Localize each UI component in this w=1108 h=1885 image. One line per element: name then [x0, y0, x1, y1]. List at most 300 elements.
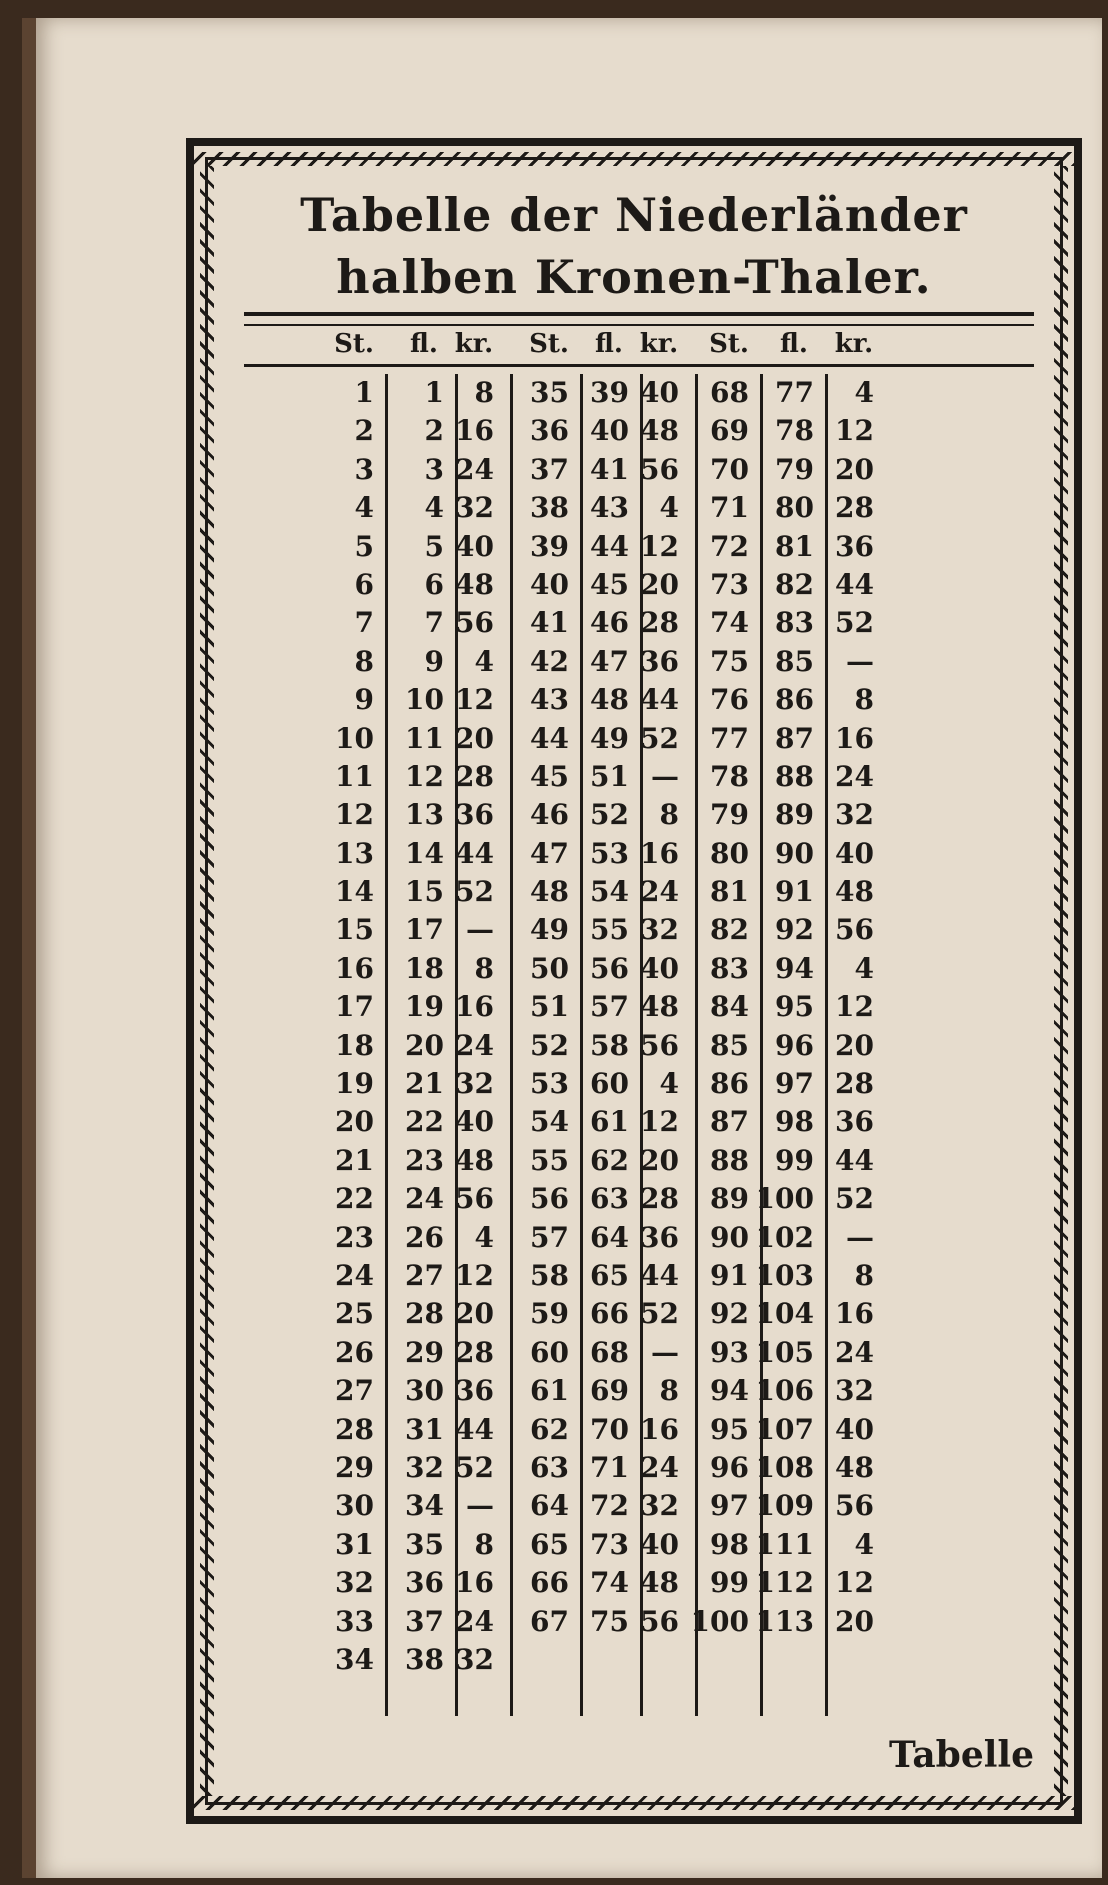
table-row	[334, 1180, 1034, 1218]
column-header: fl.	[410, 329, 438, 359]
table-cell: 54	[530, 1105, 569, 1139]
table-cell: 1	[424, 376, 444, 409]
table-row	[334, 566, 1034, 604]
table-row	[334, 758, 1034, 796]
table-cell: 30	[405, 1374, 444, 1408]
table-cell: 81	[710, 875, 749, 909]
table-cell: 64	[530, 1489, 569, 1523]
table-cell: 52	[640, 721, 679, 755]
table-cell: 43	[530, 683, 569, 717]
table-cell: 72	[710, 529, 749, 563]
table-cell: 19	[335, 1067, 374, 1101]
table-cell: 90	[710, 1220, 749, 1254]
table-cell: 5	[424, 529, 444, 563]
table-row	[334, 1411, 1034, 1449]
table-cell: 23	[335, 1220, 374, 1254]
table-cell: 85	[710, 1028, 749, 1062]
table-cell: 64	[590, 1220, 629, 1254]
catchword: Tabelle	[888, 1734, 1034, 1776]
table-cell: 36	[405, 1566, 444, 1600]
table-cell: 4	[354, 491, 374, 525]
table-cell: 56	[590, 951, 629, 985]
table-row	[334, 1103, 1034, 1141]
table-cell: 61	[530, 1374, 569, 1408]
table-cell: 16	[640, 836, 679, 870]
table-cell: 52	[835, 1182, 874, 1216]
table-cell: 86	[775, 683, 814, 717]
ornamental-frame	[186, 138, 1082, 1824]
table-cell: 113	[755, 1604, 814, 1638]
table-cell: 26	[335, 1335, 374, 1369]
table-cell: 98	[775, 1105, 814, 1139]
table-cell: 23	[405, 1143, 444, 1177]
table-cell: 44	[455, 1412, 494, 1446]
table-cell: 4	[474, 1220, 494, 1254]
column-header: kr.	[834, 329, 874, 359]
table-cell: 55	[530, 1143, 569, 1177]
table-cell: 66	[590, 1297, 629, 1331]
table-cell: 15	[335, 913, 374, 947]
table-cell: 16	[455, 414, 494, 448]
table-cell: 4	[659, 491, 679, 525]
table-cell: 94	[710, 1374, 749, 1408]
table-cell: 15	[405, 875, 444, 909]
table-cell: 8	[474, 1527, 494, 1561]
table-cell: 3	[354, 452, 374, 486]
table-row	[334, 1487, 1034, 1525]
table-row	[334, 1219, 1034, 1257]
table-cell: 72	[590, 1489, 629, 1523]
table-cell: 8	[659, 1374, 679, 1408]
table-cell: 40	[455, 529, 494, 563]
table-cell: 11	[405, 721, 444, 755]
table-cell: 52	[590, 798, 629, 832]
table-cell: 56	[455, 606, 494, 640]
table-cell: 16	[640, 1412, 679, 1446]
table-cell: 32	[835, 1374, 874, 1408]
zigzag-border-bottom	[194, 1796, 1074, 1810]
table-cell: 95	[710, 1412, 749, 1446]
column-header: kr.	[639, 329, 679, 359]
table-cell: 102	[755, 1220, 814, 1254]
table-row	[334, 451, 1034, 489]
table-cell: 32	[335, 1566, 374, 1600]
table-cell: 36	[455, 1374, 494, 1408]
table-cell: 24	[455, 1604, 494, 1638]
table-cell: 49	[530, 913, 569, 947]
table-cell: 94	[775, 951, 814, 985]
table-cell: 40	[640, 951, 679, 985]
table-cell: 85	[775, 644, 814, 678]
table-cell: 17	[405, 913, 444, 947]
table-cell: 44	[835, 567, 874, 601]
table-cell: 9	[424, 644, 444, 678]
table-cell: 106	[755, 1374, 814, 1408]
table-cell: 2	[424, 414, 444, 448]
table-cell: 24	[835, 1335, 874, 1369]
table-cell: 24	[455, 1028, 494, 1062]
table-cell: 97	[775, 1067, 814, 1101]
table-cell: 52	[640, 1297, 679, 1331]
table-row	[334, 988, 1034, 1026]
table-cell: 37	[530, 452, 569, 486]
table-cell: 22	[335, 1182, 374, 1216]
table-cell: 8	[854, 1258, 874, 1292]
table-cell: 28	[455, 1335, 494, 1369]
table-cell: 107	[755, 1412, 814, 1446]
table-row	[334, 835, 1034, 873]
table-cell: 74	[590, 1566, 629, 1600]
table-row	[334, 1603, 1034, 1641]
table-cell: 78	[710, 759, 749, 793]
table-cell: 32	[455, 491, 494, 525]
table-cell: 32	[405, 1450, 444, 1484]
table-cell: 47	[590, 644, 629, 678]
table-cell: 68	[710, 376, 749, 409]
table-cell: 95	[775, 990, 814, 1024]
column-header: St.	[529, 329, 569, 359]
table-cell: 32	[835, 798, 874, 832]
table-cell: 69	[710, 414, 749, 448]
table-cell: 48	[455, 1143, 494, 1177]
table-cell: 73	[710, 567, 749, 601]
table-cell: 1	[354, 376, 374, 409]
table-cell: 70	[590, 1412, 629, 1446]
table-cell: 40	[835, 1412, 874, 1446]
table-cell: 36	[835, 529, 874, 563]
table-cell: 100	[690, 1604, 749, 1638]
table-row	[334, 911, 1034, 949]
table-cell: 36	[530, 414, 569, 448]
table-row	[334, 1334, 1034, 1372]
table-row	[334, 1027, 1034, 1065]
table-cell: 13	[405, 798, 444, 832]
table-cell: 99	[710, 1566, 749, 1600]
table-cell: 57	[530, 1220, 569, 1254]
title-rule	[244, 312, 1034, 316]
table-cell: 55	[590, 913, 629, 947]
table-cell: 28	[835, 1067, 874, 1101]
table-cell: 78	[775, 414, 814, 448]
header-rule-bottom	[244, 364, 1034, 367]
table-cell: 20	[640, 567, 679, 601]
table-cell: 4	[854, 951, 874, 985]
zigzag-border-left	[200, 166, 214, 1796]
table-row	[334, 1449, 1034, 1487]
table-cell: 43	[590, 491, 629, 525]
table-cell: —	[466, 1489, 494, 1523]
table-cell: 56	[455, 1182, 494, 1216]
table-cell: 91	[710, 1258, 749, 1292]
table-cell: 111	[755, 1527, 814, 1561]
table-cell: 38	[530, 491, 569, 525]
table-cell: 88	[710, 1143, 749, 1177]
table-cell: 20	[455, 721, 494, 755]
table-cell: 105	[755, 1335, 814, 1369]
table-cell: 25	[335, 1297, 374, 1331]
table-cell: 48	[835, 875, 874, 909]
table-row	[334, 873, 1034, 911]
table-cell: 59	[530, 1297, 569, 1331]
conversion-table	[334, 374, 1034, 1679]
table-cell: 12	[455, 683, 494, 717]
table-row	[334, 528, 1034, 566]
table-cell: 4	[424, 491, 444, 525]
table-cell: 49	[590, 721, 629, 755]
table-row	[334, 1526, 1034, 1564]
table-cell: 4	[854, 376, 874, 409]
table-cell: 12	[835, 1566, 874, 1600]
table-cell: 28	[455, 759, 494, 793]
table-cell: 20	[835, 1604, 874, 1638]
table-cell: 58	[530, 1258, 569, 1292]
table-cell: 45	[590, 567, 629, 601]
table-cell: 83	[775, 606, 814, 640]
table-cell: 8	[474, 951, 494, 985]
table-cell: 32	[455, 1067, 494, 1101]
table-cell: 29	[405, 1335, 444, 1369]
table-cell: 98	[710, 1527, 749, 1561]
table-cell: 36	[455, 798, 494, 832]
table-cell: —	[651, 759, 679, 793]
table-cell: 92	[710, 1297, 749, 1331]
table-cell: 82	[710, 913, 749, 947]
column-header: fl.	[595, 329, 623, 359]
column-header: St.	[709, 329, 749, 359]
table-cell: 45	[530, 759, 569, 793]
table-row	[334, 1641, 1034, 1679]
table-cell: 29	[335, 1450, 374, 1484]
table-cell: 80	[775, 491, 814, 525]
table-cell: 27	[335, 1374, 374, 1408]
table-cell: 51	[590, 759, 629, 793]
table-cell: 80	[710, 836, 749, 870]
table-cell: 7	[354, 606, 374, 640]
table-cell: 30	[335, 1489, 374, 1523]
table-cell: 12	[405, 759, 444, 793]
table-cell: 103	[755, 1258, 814, 1292]
table-cell: 96	[775, 1028, 814, 1062]
table-cell: —	[466, 913, 494, 947]
table-cell: 76	[710, 683, 749, 717]
table-cell: 28	[405, 1297, 444, 1331]
table-cell: 71	[710, 491, 749, 525]
table-cell: 79	[710, 798, 749, 832]
table-cell: 9	[354, 683, 374, 717]
table-cell: 20	[835, 1028, 874, 1062]
table-cell: 42	[530, 644, 569, 678]
table-cell: 12	[835, 414, 874, 448]
table-cell: 21	[405, 1067, 444, 1101]
table-cell: 14	[335, 875, 374, 909]
table-cell: 60	[590, 1067, 629, 1101]
table-cell: 56	[640, 1028, 679, 1062]
table-cell: 62	[590, 1143, 629, 1177]
table-cell: 12	[455, 1258, 494, 1292]
table-cell: 99	[775, 1143, 814, 1177]
table-cell: 18	[405, 951, 444, 985]
table-cell: 24	[640, 1450, 679, 1484]
table-cell: 65	[590, 1258, 629, 1292]
table-cell: 86	[710, 1067, 749, 1101]
table-cell: 26	[405, 1220, 444, 1254]
table-cell: 48	[640, 1566, 679, 1600]
table-cell: 52	[530, 1028, 569, 1062]
table-cell: 7	[424, 606, 444, 640]
table-row	[334, 950, 1034, 988]
table-cell: 89	[775, 798, 814, 832]
table-row	[334, 796, 1034, 834]
table-cell: 48	[590, 683, 629, 717]
table-cell: 21	[335, 1143, 374, 1177]
table-cell: 8	[659, 798, 679, 832]
table-cell: 2	[354, 414, 374, 448]
table-cell: 93	[710, 1335, 749, 1369]
table-cell: 35	[405, 1527, 444, 1561]
table-cell: 39	[530, 529, 569, 563]
table-cell: —	[651, 1335, 679, 1369]
table-cell: 18	[335, 1028, 374, 1062]
table-cell: 44	[530, 721, 569, 755]
table-cell: 36	[640, 1220, 679, 1254]
column-header: fl.	[780, 329, 808, 359]
table-cell: 38	[405, 1642, 444, 1676]
table-cell: 44	[835, 1143, 874, 1177]
table-cell: 52	[455, 1450, 494, 1484]
table-cell: 96	[710, 1450, 749, 1484]
table-cell: 28	[335, 1412, 374, 1446]
table-cell: 75	[590, 1604, 629, 1638]
table-cell: 22	[405, 1105, 444, 1139]
table-cell: 46	[590, 606, 629, 640]
table-cell: 77	[710, 721, 749, 755]
table-row	[334, 489, 1034, 527]
table-cell: 100	[755, 1182, 814, 1216]
table-cell: 44	[590, 529, 629, 563]
table-cell: 65	[530, 1527, 569, 1561]
table-cell: 24	[835, 759, 874, 793]
table-cell: —	[846, 644, 874, 678]
table-cell: 20	[405, 1028, 444, 1062]
table-cell: 19	[405, 990, 444, 1024]
table-cell: 6	[354, 567, 374, 601]
table-cell: 61	[590, 1105, 629, 1139]
table-cell: 28	[640, 1182, 679, 1216]
table-cell: 32	[640, 913, 679, 947]
column-header: St.	[334, 329, 374, 359]
table-cell: 69	[590, 1374, 629, 1408]
table-cell: 87	[710, 1105, 749, 1139]
table-cell: 16	[455, 1566, 494, 1600]
table-cell: 20	[640, 1143, 679, 1177]
table-cell: —	[846, 1220, 874, 1254]
table-cell: 51	[530, 990, 569, 1024]
table-cell: 48	[530, 875, 569, 909]
table-cell: 24	[335, 1258, 374, 1292]
table-cell: 10	[405, 683, 444, 717]
table-cell: 27	[405, 1258, 444, 1292]
table-row	[334, 412, 1034, 450]
table-cell: 58	[590, 1028, 629, 1062]
table-row	[334, 1295, 1034, 1333]
table-cell: 41	[530, 606, 569, 640]
table-cell: 83	[710, 951, 749, 985]
table-cell: 24	[405, 1182, 444, 1216]
table-cell: 81	[775, 529, 814, 563]
table-cell: 52	[835, 606, 874, 640]
table-cell: 40	[455, 1105, 494, 1139]
table-row	[334, 681, 1034, 719]
table-cell: 56	[835, 1489, 874, 1523]
table-row	[334, 1065, 1034, 1103]
table-cell: 48	[455, 567, 494, 601]
table-cell: 36	[640, 644, 679, 678]
table-row	[334, 1142, 1034, 1180]
table-cell: 20	[835, 452, 874, 486]
table-cell: 31	[405, 1412, 444, 1446]
table-cell: 90	[775, 836, 814, 870]
table-cell: 46	[530, 798, 569, 832]
table-cell: 75	[710, 644, 749, 678]
table-cell: 88	[775, 759, 814, 793]
table-cell: 4	[854, 1527, 874, 1561]
table-cell: 109	[755, 1489, 814, 1523]
table-cell: 62	[530, 1412, 569, 1446]
table-cell: 92	[775, 913, 814, 947]
table-cell: 44	[640, 1258, 679, 1292]
table-cell: 84	[710, 990, 749, 1024]
table-cell: 66	[530, 1566, 569, 1600]
table-cell: 89	[710, 1182, 749, 1216]
table-cell: 48	[835, 1450, 874, 1484]
table-cell: 40	[590, 414, 629, 448]
table-cell: 48	[640, 414, 679, 448]
book-page	[22, 18, 1102, 1878]
table-cell: 35	[530, 376, 569, 409]
table-cell: 79	[775, 452, 814, 486]
table-cell: 54	[590, 875, 629, 909]
table-cell: 112	[755, 1566, 814, 1600]
table-cell: 28	[640, 606, 679, 640]
table-cell: 8	[854, 683, 874, 717]
table-cell: 56	[640, 452, 679, 486]
table-cell: 91	[775, 875, 814, 909]
table-cell: 67	[530, 1604, 569, 1638]
table-cell: 40	[640, 376, 679, 409]
table-cell: 34	[335, 1642, 374, 1676]
table-cell: 24	[640, 875, 679, 909]
table-cell: 70	[710, 452, 749, 486]
table-row	[334, 1372, 1034, 1410]
table-cell: 47	[530, 836, 569, 870]
table-cell: 11	[335, 759, 374, 793]
table-cell: 6	[424, 567, 444, 601]
table-cell: 52	[455, 875, 494, 909]
table-cell: 16	[335, 951, 374, 985]
table-cell: 40	[530, 567, 569, 601]
zigzag-border-right	[1054, 166, 1068, 1796]
table-cell: 104	[755, 1297, 814, 1331]
table-cell: 56	[640, 1604, 679, 1638]
table-cell: 28	[835, 491, 874, 525]
table-cell: 77	[775, 376, 814, 409]
table-cell: 44	[640, 683, 679, 717]
table-cell: 32	[455, 1642, 494, 1676]
table-cell: 50	[530, 951, 569, 985]
table-cell: 8	[474, 376, 494, 409]
table-cell: 12	[640, 1105, 679, 1139]
table-cell: 41	[590, 452, 629, 486]
